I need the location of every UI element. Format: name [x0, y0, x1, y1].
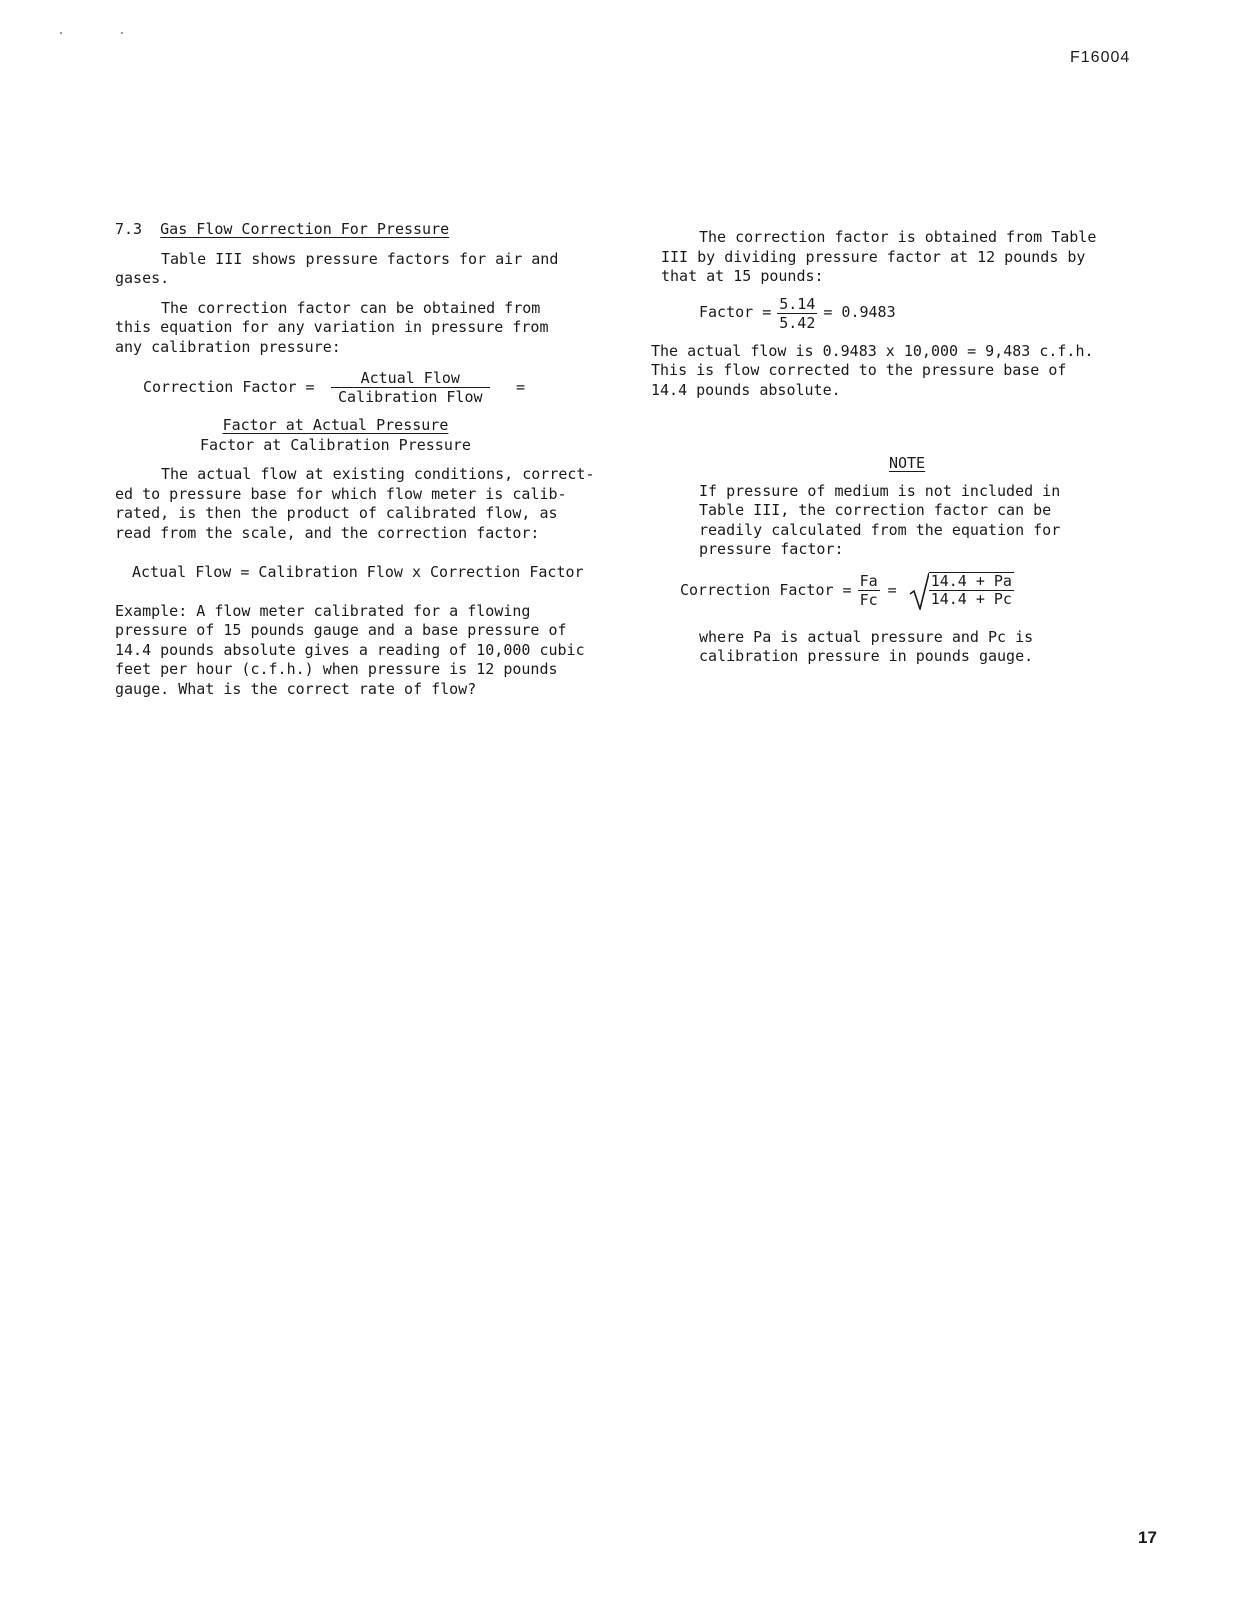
flow-fraction: [331, 369, 490, 406]
note-title: NOTE: [888, 454, 926, 472]
fraction-numerator: Fa: [859, 572, 878, 590]
pressure-ratio-fraction: [858, 572, 880, 609]
pressure-factor-fraction: [200, 416, 471, 455]
fraction-denominator: Factor at Calibration Pressure: [200, 435, 471, 454]
fraction-numerator: Actual Flow: [331, 369, 490, 388]
fraction-denominator: 5.42: [779, 313, 816, 332]
equals-sign: =: [887, 580, 897, 599]
equals-sign: =: [515, 377, 525, 396]
fraction-numerator: 5.14: [779, 294, 816, 313]
equation-lhs: Factor =: [699, 303, 772, 322]
table-lookup-paragraph: The correction factor is obtained from Table III by dividing pressure factor at 12 pounds by that at 15 pounds:: [661, 228, 1097, 285]
example-paragraph: Example: A flow meter calibrated for a flowing pressure of 15 pounds gauge and a base pressure of 14.4 pounds absolute gives a reading of 10,000 cubic feet per hour (c.f.h.) when pressure is 12 pounds gauge. What is the correct rate of flow?: [115, 601, 585, 698]
note-variable-definitions: where Pa is actual pressure and Pc is calibration pressure in pounds gauge.: [699, 627, 1034, 665]
note-title-wrap: [661, 454, 1153, 474]
actual-flow-equation: Actual Flow = Calibration Flow x Correction Factor: [132, 563, 584, 581]
note-text: If pressure of medium is not included in Table III, the correction factor can be readily calculated from the equation for pressure factor:: [699, 481, 1061, 558]
equation-lhs: Correction Factor =: [143, 377, 315, 396]
left-column: [115, 220, 635, 699]
radicand: [929, 572, 1014, 610]
right-column: [651, 228, 1141, 667]
radical-sign-icon: [909, 572, 929, 610]
fraction-numerator: Factor at Actual Pressure: [222, 416, 449, 434]
factor-fraction: [777, 295, 817, 332]
actual-flow-paragraph: The actual flow at existing conditions, correct- ed to pressure base for which flow meter is calib- rated, is then the product of calibrated flow, as read from the scale, and the correction factor:: [115, 465, 595, 542]
square-root-expression: [909, 572, 1014, 610]
document-id: F16004: [1070, 49, 1131, 66]
scan-speck: [121, 32, 123, 34]
fraction-denominator: Calibration Flow: [338, 388, 483, 406]
section-title: Gas Flow Correction For Pressure: [160, 220, 450, 238]
radicand-denominator: 14.4 + Pc: [930, 589, 1012, 608]
fraction-denominator: Fc: [859, 591, 878, 609]
pressure-factor-equation: [680, 572, 1141, 610]
correction-factor-paragraph: The correction factor can be obtained from this equation for any variation in pressure from any calibration pressure:: [115, 298, 549, 356]
correction-factor-equation: [143, 369, 635, 406]
section-number: 7.3: [115, 220, 143, 238]
page-number: 17: [1138, 1528, 1157, 1547]
factor-equation: [699, 295, 1141, 332]
section-heading: [115, 220, 635, 240]
radicand-numerator: 14.4 + Pa: [930, 571, 1012, 590]
equation-result: = 0.9483: [823, 303, 896, 322]
intro-paragraph: Table III shows pressure factors for air and gases.: [115, 249, 559, 287]
actual-flow-result-paragraph: The actual flow is 0.9483 x 10,000 = 9,483 c.f.h. This is flow corrected to the pressure base of 14.4 pounds absolute.: [651, 341, 1094, 399]
equation-lhs: Correction Factor =: [680, 580, 852, 599]
scan-speck: [60, 32, 62, 34]
